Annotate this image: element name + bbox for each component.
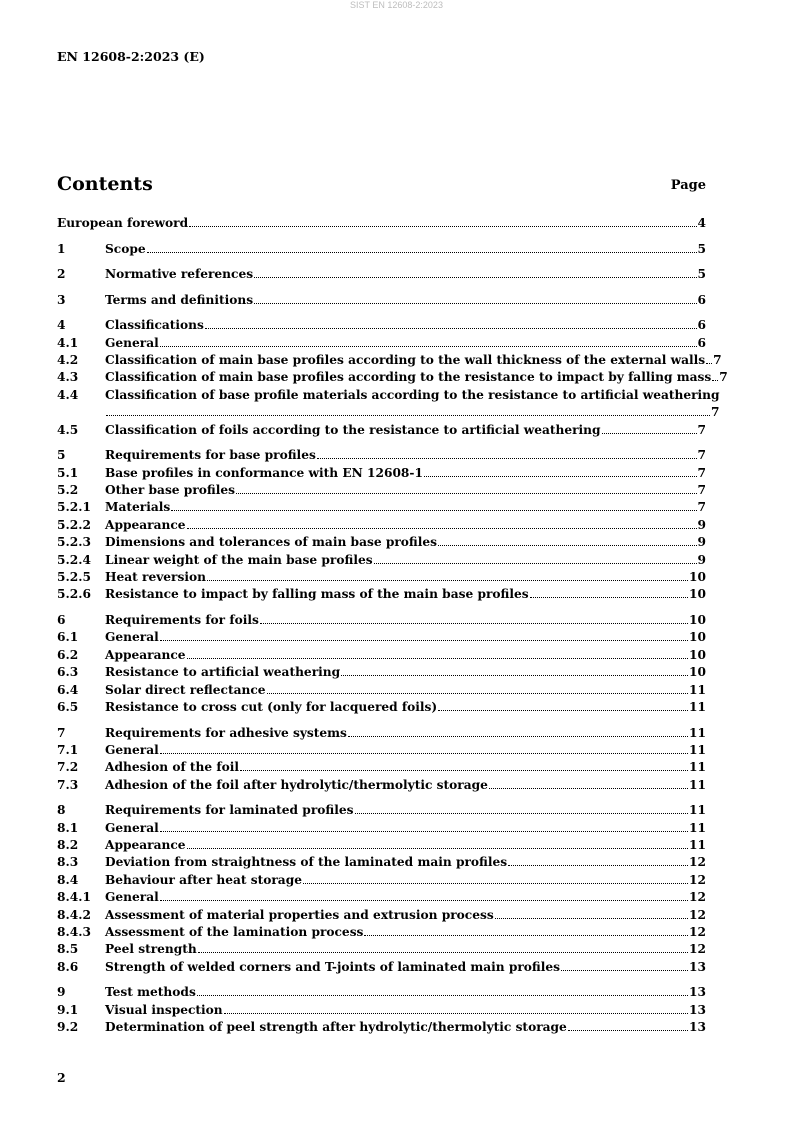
toc-entry-title: General bbox=[105, 820, 159, 835]
toc-entry[interactable] bbox=[57, 647, 706, 664]
toc-entry-number: 4.3 bbox=[57, 370, 79, 385]
toc-entry-page: 10 bbox=[689, 647, 706, 662]
toc-entry-page: 9 bbox=[697, 517, 706, 532]
dot-leader bbox=[706, 363, 712, 364]
toc-entry[interactable] bbox=[57, 499, 706, 516]
toc-entry-page: 11 bbox=[689, 699, 706, 714]
toc-entry-number: 5.2.4 bbox=[57, 552, 91, 567]
toc-entry[interactable] bbox=[57, 682, 706, 699]
toc-entry-title: General bbox=[105, 890, 159, 905]
toc-entry-title: Heat reversion bbox=[105, 570, 206, 584]
toc-entry-title: Solar direct reflectance bbox=[105, 682, 266, 697]
dot-leader bbox=[303, 883, 688, 884]
toc-entry-title: Requirements for laminated profiles bbox=[105, 803, 354, 818]
toc-entry-title: Requirements for base profiles bbox=[105, 448, 316, 463]
toc-entry[interactable] bbox=[57, 317, 706, 334]
toc-entry-number: 5.2.6 bbox=[57, 587, 91, 602]
toc-entry-page: 11 bbox=[689, 838, 706, 853]
toc-entry-page: 12 bbox=[689, 907, 706, 922]
toc-entry-foreword[interactable] bbox=[57, 215, 706, 232]
toc-entry-number: 7 bbox=[57, 725, 66, 740]
toc-entry-page: 7 bbox=[697, 483, 706, 498]
toc-entry[interactable] bbox=[57, 517, 706, 534]
table-of-contents bbox=[57, 215, 728, 1037]
toc-entry-title: General bbox=[105, 335, 159, 350]
toc-entry-title: Linear weight of the main base profiles bbox=[105, 552, 373, 567]
toc-entry-title: European foreword bbox=[57, 216, 189, 230]
dot-leader bbox=[568, 1030, 688, 1031]
toc-entry-page: 5 bbox=[697, 241, 706, 256]
toc-entry-number: 5.2.3 bbox=[57, 535, 91, 550]
toc-entry-number: 8.4 bbox=[57, 872, 79, 887]
dot-leader bbox=[187, 658, 689, 659]
toc-entry-page: 4 bbox=[697, 216, 706, 230]
dot-leader bbox=[160, 346, 697, 347]
toc-entry-title: Materials bbox=[105, 500, 171, 515]
toc-entry-number: 4.2 bbox=[57, 353, 79, 368]
dot-leader bbox=[495, 918, 688, 919]
document-id: EN 12608-2:2023 (E) bbox=[57, 49, 205, 64]
dot-leader bbox=[160, 831, 688, 832]
toc-entry-page: 9 bbox=[697, 552, 706, 567]
dot-leader bbox=[374, 563, 697, 564]
toc-entry-title: Adhesion of the foil bbox=[105, 760, 240, 775]
toc-entry-page: 12 bbox=[689, 855, 706, 870]
toc-entry[interactable] bbox=[57, 335, 706, 352]
toc-entry[interactable] bbox=[57, 586, 706, 603]
toc-entry-wrap bbox=[105, 387, 720, 422]
toc-entry-number: 9 bbox=[57, 985, 66, 1000]
toc-entry-page: 7 bbox=[697, 465, 706, 480]
toc-entry-number: 2 bbox=[57, 267, 66, 282]
dot-leader bbox=[489, 788, 688, 789]
toc-entry-page: 12 bbox=[689, 890, 706, 905]
toc-entry[interactable] bbox=[57, 369, 728, 386]
toc-entry-number: 8.4.2 bbox=[57, 907, 91, 922]
toc-entry-number: 4.4 bbox=[57, 387, 79, 402]
toc-entry[interactable] bbox=[57, 552, 706, 569]
toc-entry-title: Deviation from straightness of the laminated main profiles bbox=[105, 855, 508, 870]
toc-entry-continuation bbox=[105, 404, 720, 421]
dot-leader bbox=[267, 693, 689, 694]
toc-entry-number: 5.2.2 bbox=[57, 517, 91, 532]
toc-entry[interactable] bbox=[57, 1002, 706, 1019]
dot-leader bbox=[197, 995, 688, 996]
toc-entry-number: 4 bbox=[57, 318, 66, 333]
toc-entry-title: Scope bbox=[105, 241, 146, 256]
dot-leader bbox=[187, 848, 689, 849]
toc-entry-title: Dimensions and tolerances of main base profiles bbox=[105, 535, 438, 550]
toc-entry[interactable] bbox=[57, 699, 706, 716]
dot-leader bbox=[260, 623, 688, 624]
toc-entry[interactable] bbox=[57, 984, 706, 1001]
toc-entry-page: 7 bbox=[697, 422, 706, 437]
toc-entry-page: 7 bbox=[711, 405, 720, 420]
dot-leader bbox=[171, 510, 696, 511]
toc-entry-number: 4.5 bbox=[57, 422, 79, 437]
toc-entry[interactable] bbox=[57, 959, 706, 976]
dot-leader bbox=[348, 736, 688, 737]
toc-entry-number: 1 bbox=[57, 241, 66, 256]
toc-entry[interactable] bbox=[57, 872, 706, 889]
toc-entry-title: Behaviour after heat storage bbox=[105, 872, 302, 887]
toc-entry-title: Classification of foils according to the resistance to artificial weathering bbox=[105, 422, 601, 437]
dot-leader bbox=[106, 415, 710, 416]
toc-entry[interactable] bbox=[57, 837, 706, 854]
toc-entry-page: 9 bbox=[697, 535, 706, 550]
dot-leader bbox=[236, 493, 697, 494]
dot-leader bbox=[160, 900, 688, 901]
toc-entry-page: 7 bbox=[697, 448, 706, 463]
toc-entry-number: 3 bbox=[57, 292, 66, 307]
toc-entry-number: 7.1 bbox=[57, 742, 79, 757]
dot-leader bbox=[224, 1013, 688, 1014]
toc-entry-title: Appearance bbox=[105, 647, 186, 662]
toc-entry[interactable] bbox=[57, 629, 706, 646]
toc-entry-number: 6.2 bbox=[57, 647, 79, 662]
page-column-heading: Page bbox=[670, 178, 706, 193]
dot-leader bbox=[530, 597, 688, 598]
toc-entry[interactable] bbox=[57, 534, 706, 551]
toc-entry[interactable] bbox=[57, 352, 722, 369]
toc-entry-number: 5.2 bbox=[57, 483, 79, 498]
toc-entry[interactable] bbox=[57, 387, 720, 422]
dot-leader bbox=[147, 252, 697, 253]
dot-leader bbox=[355, 813, 689, 814]
toc-entry[interactable] bbox=[57, 725, 706, 742]
toc-entry-number: 8.2 bbox=[57, 838, 79, 853]
toc-entry-page: 11 bbox=[689, 803, 706, 818]
dot-leader bbox=[424, 476, 697, 477]
toc-entry-title: Peel strength bbox=[105, 942, 197, 957]
toc-entry-page: 12 bbox=[689, 942, 706, 957]
toc-entry-title: General bbox=[105, 742, 159, 757]
dot-leader bbox=[205, 328, 697, 329]
toc-entry-title: Other base profiles bbox=[105, 483, 235, 498]
toc-entry-title: Classification of base profile materials according to the resistance to artificial weathering bbox=[105, 387, 720, 402]
toc-entry-number: 8.1 bbox=[57, 820, 79, 835]
toc-entry-number: 8.3 bbox=[57, 855, 79, 870]
toc-entry-page: 13 bbox=[689, 985, 706, 1000]
toc-entry[interactable] bbox=[57, 241, 706, 258]
contents-title: Contents bbox=[57, 173, 153, 195]
toc-entry[interactable] bbox=[57, 802, 706, 819]
toc-entry-page: 10 bbox=[689, 570, 706, 584]
toc-entry-number: 7.3 bbox=[57, 777, 79, 792]
toc-entry[interactable] bbox=[57, 889, 706, 906]
toc-entry[interactable] bbox=[57, 854, 706, 871]
dot-leader bbox=[240, 770, 688, 771]
toc-entry-title: Resistance to impact by falling mass of the main base profiles bbox=[105, 587, 529, 602]
toc-entry-page: 11 bbox=[689, 777, 706, 792]
toc-entry[interactable] bbox=[57, 569, 706, 586]
toc-entry-number: 6.4 bbox=[57, 682, 79, 697]
dot-leader bbox=[254, 277, 696, 278]
toc-entry[interactable] bbox=[57, 612, 706, 629]
toc-entry-number: 5.2.5 bbox=[57, 570, 91, 584]
toc-entry-page: 11 bbox=[689, 820, 706, 835]
toc-entry-title: Assessment of the lamination process bbox=[105, 924, 364, 939]
toc-entry-title: Normative references bbox=[105, 267, 254, 282]
toc-entry-number: 6.1 bbox=[57, 630, 79, 645]
toc-entry-number: 6.3 bbox=[57, 665, 79, 680]
toc-entry-page: 10 bbox=[689, 630, 706, 645]
toc-entry-title: Appearance bbox=[105, 838, 186, 853]
toc-entry-number: 8.4.3 bbox=[57, 924, 91, 939]
toc-entry[interactable] bbox=[57, 777, 706, 794]
dot-leader bbox=[207, 580, 688, 581]
toc-entry-number: 5 bbox=[57, 448, 66, 463]
dot-leader bbox=[341, 675, 688, 676]
toc-entry[interactable] bbox=[57, 465, 706, 482]
dot-leader bbox=[189, 226, 696, 227]
toc-entry-page: 11 bbox=[689, 682, 706, 697]
toc-entry-title: Terms and definitions bbox=[105, 292, 254, 307]
toc-entry[interactable] bbox=[57, 422, 706, 439]
dot-leader bbox=[602, 433, 697, 434]
toc-entry[interactable] bbox=[57, 941, 706, 958]
toc-entry[interactable] bbox=[57, 664, 706, 681]
toc-entry-title: General bbox=[105, 630, 159, 645]
toc-entry-title: Visual inspection bbox=[105, 1002, 223, 1017]
toc-entry[interactable] bbox=[57, 742, 706, 759]
toc-entry[interactable] bbox=[57, 924, 706, 941]
toc-entry[interactable] bbox=[57, 759, 706, 776]
toc-entry-page: 13 bbox=[689, 1002, 706, 1017]
toc-entry-title: Resistance to cross cut (only for lacquered foils) bbox=[105, 699, 438, 714]
dot-leader bbox=[508, 865, 688, 866]
dot-leader bbox=[712, 380, 718, 381]
dot-leader bbox=[438, 545, 697, 546]
dot-leader bbox=[561, 970, 688, 971]
toc-entry-title: Adhesion of the foil after hydrolytic/thermolytic storage bbox=[105, 777, 488, 792]
dot-leader bbox=[160, 640, 688, 641]
toc-entry-page: 12 bbox=[689, 924, 706, 939]
toc-entry-page: 12 bbox=[689, 872, 706, 887]
toc-entry[interactable] bbox=[57, 266, 706, 283]
toc-entry-page: 6 bbox=[697, 292, 706, 307]
toc-entry-number: 9.2 bbox=[57, 1020, 79, 1035]
watermark: SIST EN 12608-2:2023 bbox=[350, 0, 443, 10]
dot-leader bbox=[438, 710, 688, 711]
toc-entry-title: Appearance bbox=[105, 517, 186, 532]
footer-page-number: 2 bbox=[57, 1070, 66, 1085]
toc-entry-number: 5.1 bbox=[57, 465, 79, 480]
toc-entry-title: Classifications bbox=[105, 318, 204, 333]
toc-entry-page: 5 bbox=[697, 267, 706, 282]
toc-entry-title: Assessment of material properties and extrusion process bbox=[105, 907, 494, 922]
toc-entry-number: 8.6 bbox=[57, 959, 79, 974]
toc-entry-number: 7.2 bbox=[57, 760, 79, 775]
toc-entry-title: Requirements for adhesive systems bbox=[105, 725, 347, 740]
toc-entry-page: 10 bbox=[689, 587, 706, 602]
toc-entry-title: Classification of main base profiles according to the wall thickness of the external walls bbox=[105, 353, 706, 368]
toc-entry[interactable] bbox=[57, 907, 706, 924]
toc-entry-title: Test methods bbox=[105, 985, 196, 1000]
toc-entry-page: 10 bbox=[689, 612, 706, 627]
toc-entry-title: Resistance to artificial weathering bbox=[105, 665, 341, 680]
toc-entry[interactable] bbox=[57, 1019, 706, 1036]
toc-entry-page: 13 bbox=[689, 959, 706, 974]
dot-leader bbox=[198, 952, 688, 953]
dot-leader bbox=[364, 935, 688, 936]
toc-entry[interactable] bbox=[57, 292, 706, 309]
toc-entry[interactable] bbox=[57, 820, 706, 837]
toc-entry-title: Classification of main base profiles according to the resistance to impact by falling mass bbox=[105, 370, 712, 385]
toc-entry-page: 10 bbox=[689, 665, 706, 680]
toc-entry-number: 9.1 bbox=[57, 1002, 79, 1017]
toc-entry-page: 11 bbox=[689, 742, 706, 757]
toc-entry-title: Determination of peel strength after hydrolytic/thermolytic storage bbox=[105, 1020, 567, 1035]
toc-entry[interactable] bbox=[57, 482, 706, 499]
dot-leader bbox=[254, 303, 696, 304]
toc-entry-page: 7 bbox=[697, 500, 706, 515]
dot-leader bbox=[187, 528, 697, 529]
toc-entry-page: 11 bbox=[689, 760, 706, 775]
toc-entry-page: 13 bbox=[689, 1020, 706, 1035]
toc-entry-page: 7 bbox=[719, 370, 728, 385]
dot-leader bbox=[160, 753, 688, 754]
toc-entry-number: 6 bbox=[57, 612, 66, 627]
toc-entry-number: 8.5 bbox=[57, 942, 79, 957]
toc-entry-number: 8.4.1 bbox=[57, 890, 91, 905]
toc-entry-title: Base profiles in conformance with EN 12608-1 bbox=[105, 465, 423, 480]
toc-entry-page: 11 bbox=[689, 725, 706, 740]
toc-entry-title: Strength of welded corners and T-joints of laminated main profiles bbox=[105, 959, 561, 974]
toc-entry[interactable] bbox=[57, 447, 706, 464]
toc-entry-number: 8 bbox=[57, 803, 66, 818]
toc-entry-page: 6 bbox=[697, 335, 706, 350]
toc-entry-title: Requirements for foils bbox=[105, 612, 259, 627]
toc-entry-page: 6 bbox=[697, 318, 706, 333]
toc-entry-number: 5.2.1 bbox=[57, 500, 91, 515]
toc-entry-number: 4.1 bbox=[57, 335, 79, 350]
dot-leader bbox=[317, 458, 697, 459]
toc-entry-page: 7 bbox=[713, 353, 722, 368]
toc-entry-number: 6.5 bbox=[57, 699, 79, 714]
